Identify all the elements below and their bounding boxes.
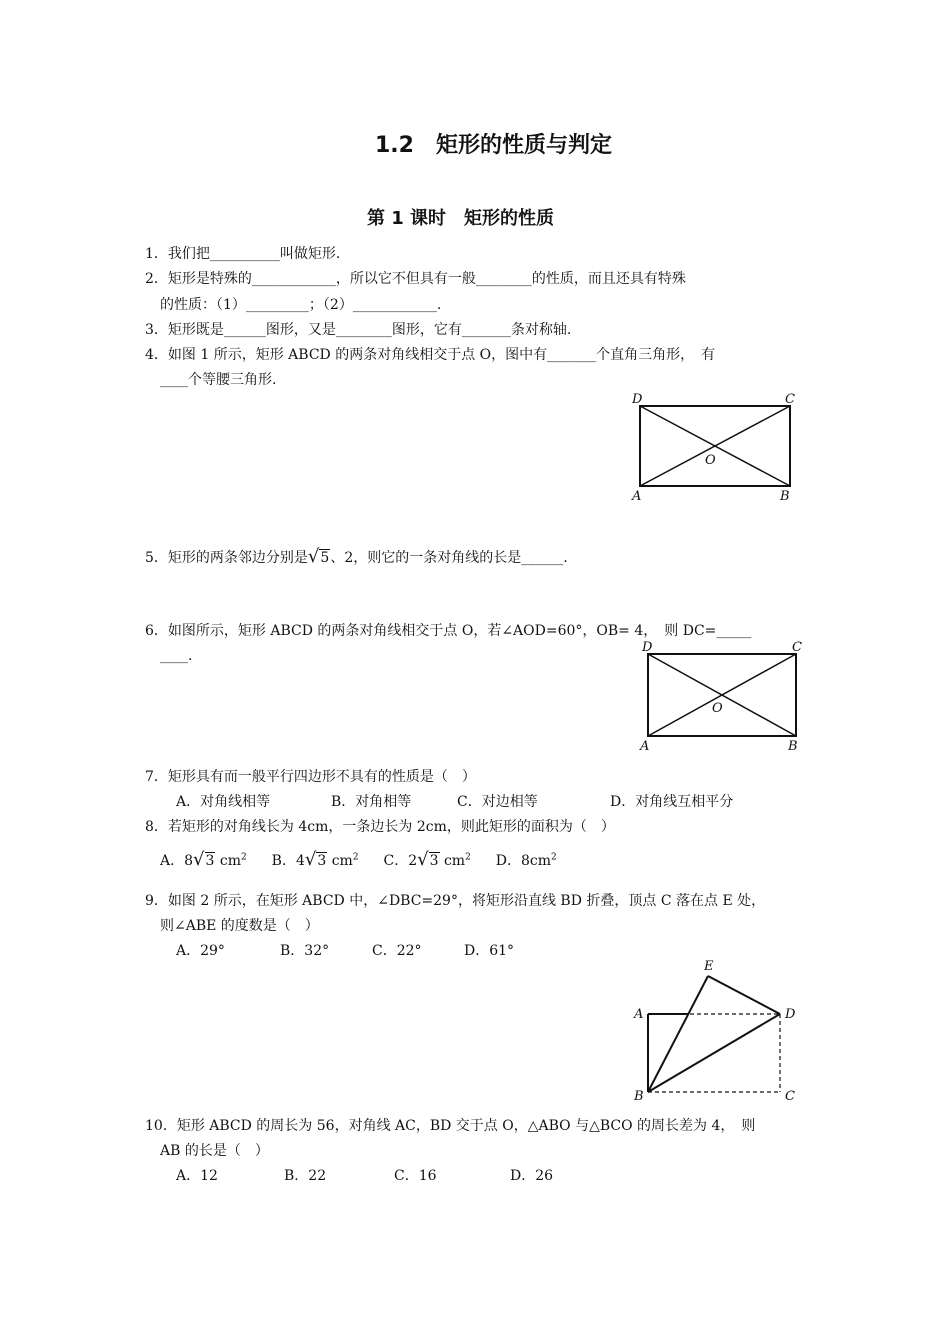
fig1-label-c: C bbox=[785, 392, 795, 407]
fig2-label-b: B bbox=[788, 739, 798, 754]
question-7-options bbox=[176, 793, 733, 811]
q9-option-a: A．29° bbox=[176, 943, 225, 959]
q10-option-b: B．22 bbox=[284, 1168, 327, 1184]
question-10-options bbox=[176, 1167, 553, 1185]
sqrt-5: √5 bbox=[307, 546, 330, 567]
q10-option-c: C．16 bbox=[394, 1168, 437, 1184]
fig1-label-d: D bbox=[632, 392, 643, 407]
question-7: 7．矩形具有而一般平行四边形不具有的性质是（ ） bbox=[145, 769, 476, 785]
fig1-label-o: O bbox=[705, 453, 716, 468]
figure-2-rectangle bbox=[638, 636, 808, 754]
fig3-label-e: E bbox=[704, 959, 714, 974]
question-9-options bbox=[176, 942, 514, 960]
q8-option-a: A．8√3 $cm^2$ bbox=[160, 848, 247, 870]
q8-option-b: B．4√3 $cm^2$ bbox=[271, 848, 359, 870]
fig3-label-b: B bbox=[634, 1089, 644, 1104]
q7-option-c: C．对边相等 bbox=[457, 794, 538, 810]
question-3: 3．矩形既是______图形，又是________图形，它有_______条对称轴. bbox=[145, 322, 572, 338]
question-2-line-2: 的性质：（1）_________；（2）____________. bbox=[160, 297, 442, 313]
q7-option-a: A．对角线相等 bbox=[176, 794, 271, 810]
question-4-line-2: ____个等腰三角形. bbox=[160, 372, 277, 388]
q10-option-a: A．12 bbox=[176, 1168, 218, 1184]
fig1-label-a: A bbox=[632, 489, 642, 504]
figure-3-folded-rectangle bbox=[628, 958, 808, 1103]
fig3-label-a: A bbox=[634, 1007, 644, 1022]
question-4-line-1: 4．如图 1 所示，矩形 ABCD 的两条对角线相交于点 O，图中有_______个直角三角形， 有 bbox=[145, 347, 716, 363]
fig2-label-d: D bbox=[642, 640, 653, 655]
fig2-label-c: C bbox=[792, 640, 802, 655]
figure-1-rectangle bbox=[630, 390, 800, 505]
q8-option-d: D．$8cm^2$ bbox=[495, 852, 557, 869]
question-10-line-1: 10．矩形 ABCD 的周长为 56，对角线 AC，BD 交于点 O，△ABO 与△BCO 的周长差为 4， 则 bbox=[145, 1118, 756, 1134]
q9-option-c: C．22° bbox=[372, 943, 422, 959]
fig3-label-d: D bbox=[785, 1007, 796, 1022]
question-10-line-2: AB 的长是（ ） bbox=[160, 1143, 269, 1159]
fig3-label-c: C bbox=[785, 1089, 795, 1104]
question-1: 1．我们把__________叫做矩形. bbox=[145, 246, 341, 262]
sqrt-5-arg: 5 bbox=[320, 550, 330, 566]
fig1-label-b: B bbox=[780, 489, 790, 504]
q9-option-d: D．61° bbox=[464, 943, 515, 959]
question-8-options bbox=[160, 848, 557, 870]
lesson-subtitle: 第 1 课时 矩形的性质 bbox=[367, 208, 555, 229]
question-8: 8．若矩形的对角线长为 4cm，一条边长为 2cm，则此矩形的面积为（ ） bbox=[145, 819, 615, 835]
question-5 bbox=[145, 548, 568, 567]
fig2-label-o: O bbox=[712, 701, 723, 716]
question-5-suffix: 、2，则它的一条对角线的长是______. bbox=[330, 550, 568, 566]
q10-option-d: D．26 bbox=[510, 1168, 554, 1184]
question-2-line-1: 2．矩形是特殊的____________，所以它不但具有一般________的性质，而且还具有特殊 bbox=[145, 271, 686, 287]
question-6-line-1: 6．如图所示，矩形 ABCD 的两条对角线相交于点 O，若∠AOD=60°，OB= 4， 则 DC=_____ bbox=[145, 623, 752, 639]
page-title: 1.2 矩形的性质与判定 bbox=[375, 133, 612, 158]
question-5-prefix: 5．矩形的两条邻边分别是 bbox=[145, 550, 308, 566]
question-6-line-2: ____. bbox=[160, 648, 193, 664]
q8-option-c: C．2√3 $cm^2$ bbox=[383, 848, 471, 870]
q9-option-b: B．32° bbox=[280, 943, 330, 959]
fig2-label-a: A bbox=[640, 739, 650, 754]
question-9-line-2: 则∠ABE 的度数是（ ） bbox=[160, 918, 319, 934]
q7-option-b: B．对角相等 bbox=[331, 794, 412, 810]
q7-option-d: D．对角线互相平分 bbox=[610, 794, 734, 810]
question-9-line-1: 9．如图 2 所示，在矩形 ABCD 中，∠DBC=29°，将矩形沿直线 BD 折叠，顶点 C 落在点 E 处， bbox=[145, 893, 766, 909]
